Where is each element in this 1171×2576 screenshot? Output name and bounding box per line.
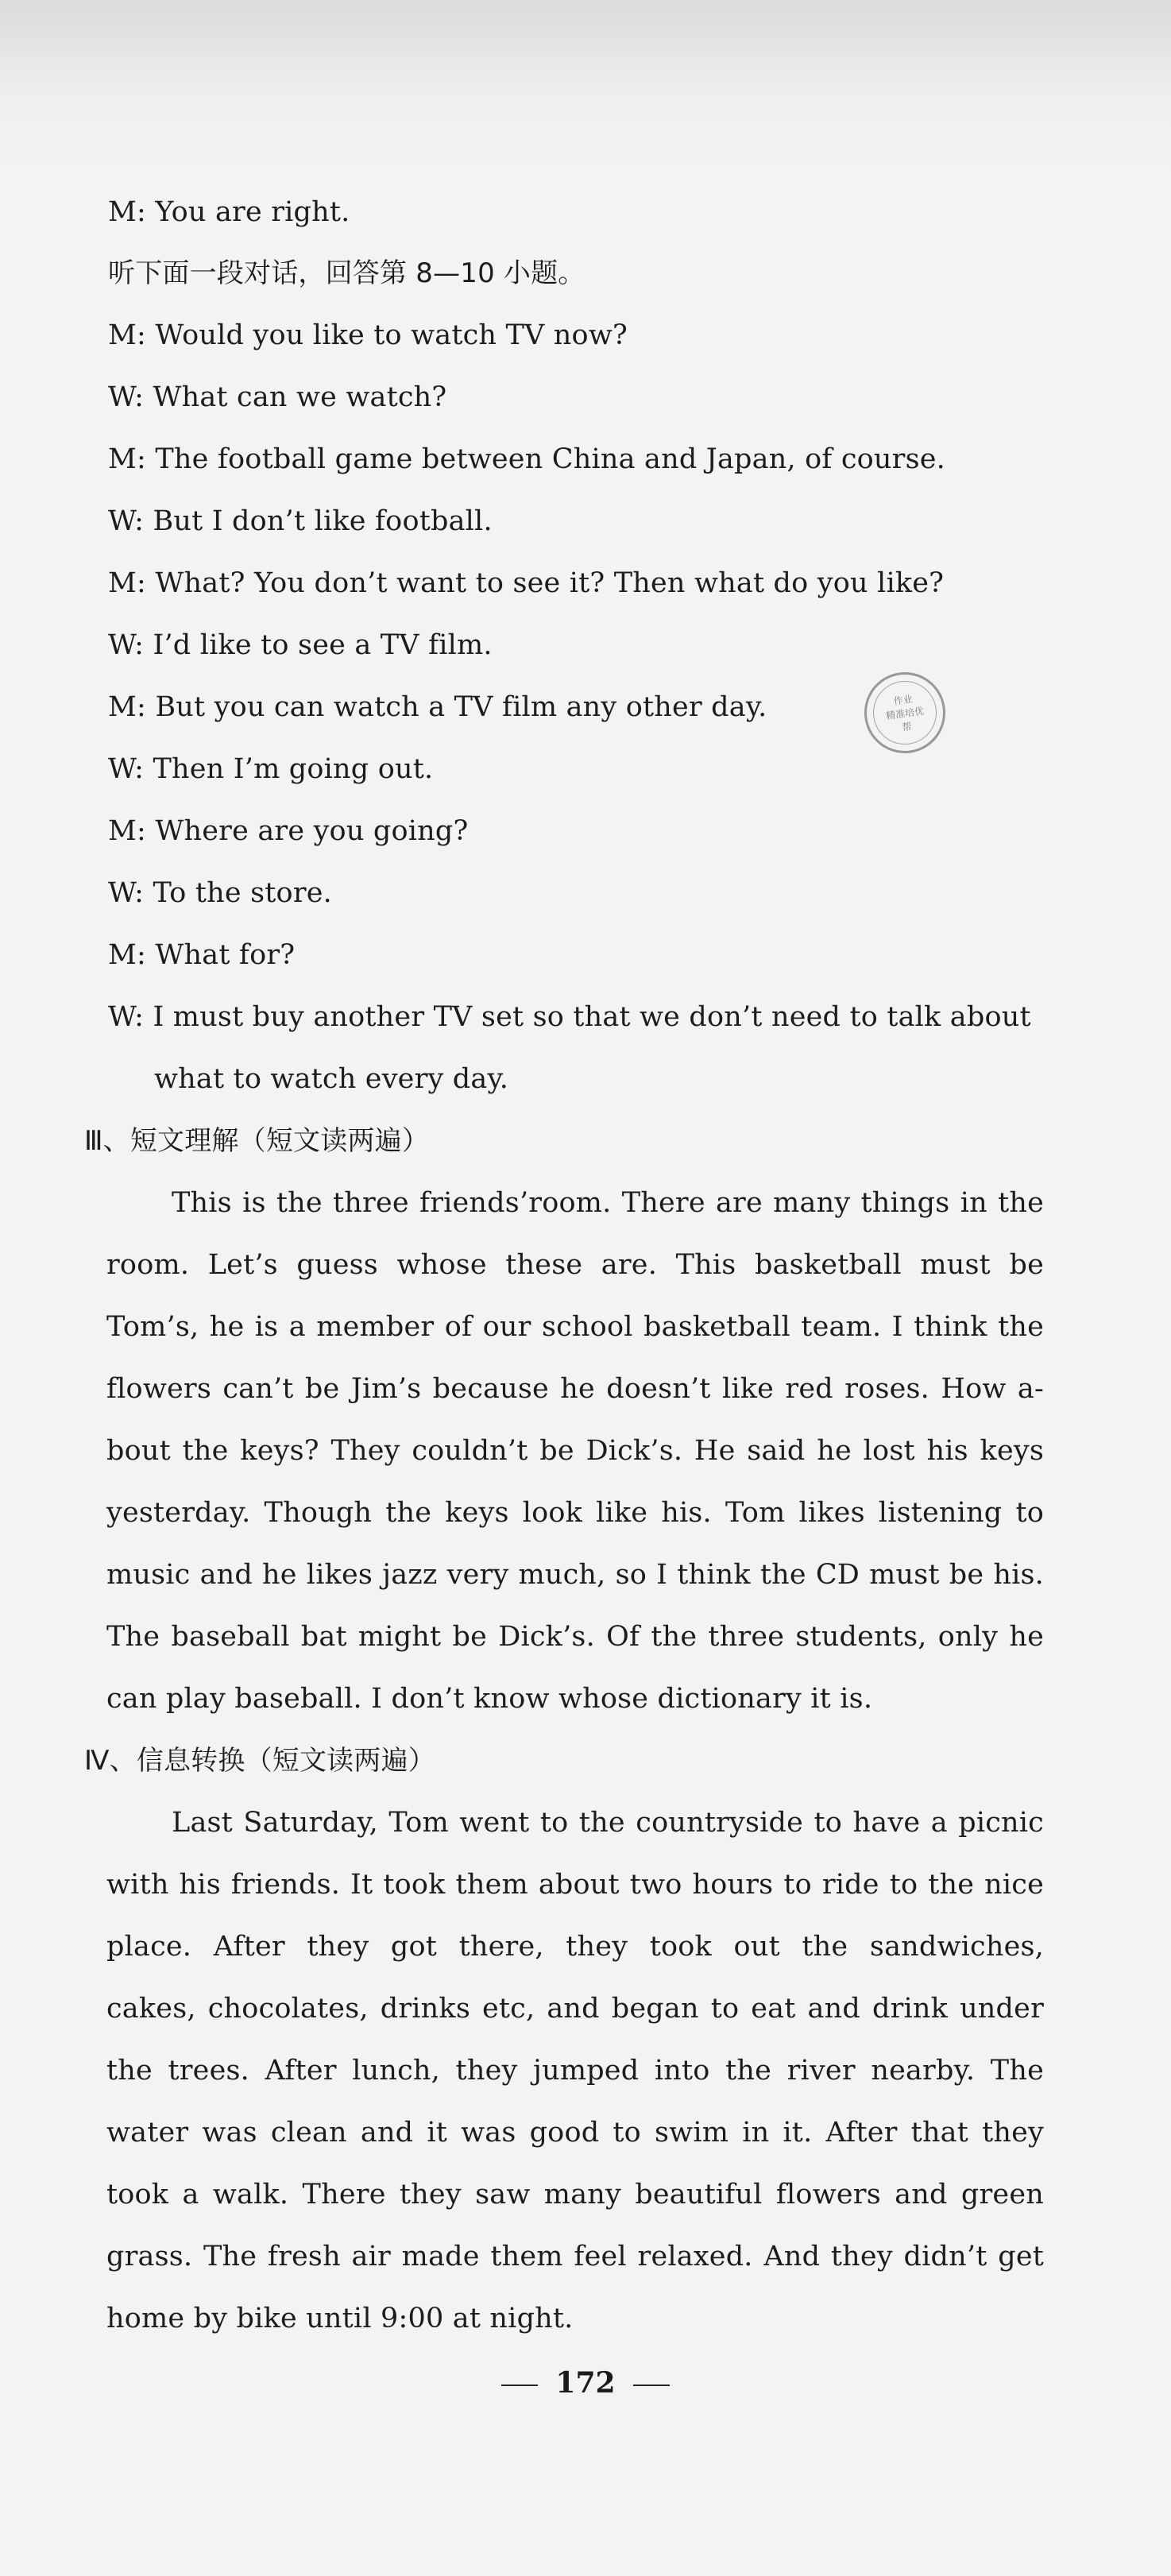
dialogue-line: M: Where are you going? <box>108 815 469 847</box>
dialogue-line: M: But you can watch a TV film any other day. <box>108 691 767 723</box>
stamp-ring <box>869 677 941 748</box>
paragraph-line <box>106 1499 1044 1527</box>
dialogue-line: M: What for? <box>108 939 296 971</box>
dialogue-line: W: But I don’t like football. <box>108 505 493 537</box>
paragraph-text: yesterday. Though the keys look like his. Tom likes listening to <box>106 1497 1044 1529</box>
paragraph-text: This is the three friends’room. There are many things in the <box>172 1187 1044 1219</box>
section-heading: Ⅲ、短文理解（短文读两遍） <box>84 1125 430 1157</box>
dialogue-line: M: Would you like to watch TV now? <box>108 319 628 351</box>
paragraph-line <box>106 1437 1044 1465</box>
dialogue-line: W: I’d like to see a TV film. <box>108 629 493 661</box>
paragraph-text: flowers can’t be Jim’s because he doesn’t like red roses. How a- <box>106 1373 1044 1405</box>
paragraph-line <box>106 1933 1044 1961</box>
paragraph-line <box>106 2181 1044 2209</box>
page-footer <box>0 2366 1171 2400</box>
stamp-text-top: 作业 <box>892 693 914 707</box>
dialogue-line-continuation: what to watch every day. <box>154 1063 509 1095</box>
paragraph-text: took a walk. There they saw many beautiful flowers and green <box>106 2179 1044 2210</box>
page-number: 172 <box>555 2366 616 2400</box>
dialogue-line: M: The football game between China and Japan, of course. <box>108 443 946 475</box>
paragraph-line <box>106 2057 1044 2085</box>
paragraph-text: grass. The fresh air made them feel relaxed. And they didn’t get <box>106 2241 1044 2272</box>
dialogue-line: M: What? You don’t want to see it? Then what do you like? <box>108 567 945 599</box>
stamp-logo <box>859 667 950 758</box>
paragraph-text: the trees. After lunch, they jumped into the river nearby. The <box>106 2055 1044 2087</box>
paragraph-line <box>106 2243 1044 2271</box>
paragraph-line <box>172 1189 1044 1217</box>
footer-dash-right <box>633 2385 670 2386</box>
paragraph-text: music and he likes jazz very much, so I think the CD must be his. <box>106 1559 1044 1591</box>
paragraph-text: with his friends. It took them about two hours to ride to the nice <box>106 1869 1044 1901</box>
dialogue-line: M: You are right. <box>108 196 350 228</box>
paragraph-line-last: home by bike until 9:00 at night. <box>106 2303 574 2334</box>
paragraph-line <box>106 1251 1044 1279</box>
paragraph-line <box>106 1313 1044 1341</box>
stamp-text-bottom: 帮 <box>901 720 913 733</box>
stamp-text-middle: 精准培优 <box>885 705 925 721</box>
dialogue-line: W: Then I’m going out. <box>108 753 434 785</box>
dialogue-line: W: To the store. <box>108 877 332 909</box>
scan-artifact <box>0 0 1171 175</box>
paragraph-line-last: can play baseball. I don’t know whose dictionary it is. <box>106 1683 873 1715</box>
paragraph-text: water was clean and it was good to swim in it. After that they <box>106 2117 1044 2149</box>
instruction-text: 听下面一段对话，回答第 8—10 小题。 <box>108 257 586 289</box>
dialogue-line: W: What can we watch? <box>108 381 447 413</box>
paragraph-text: room. Let’s guess whose these are. This basketball must be <box>106 1249 1044 1281</box>
paragraph-text: place. After they got there, they took out the sandwiches, <box>106 1931 1044 1963</box>
paragraph-line <box>106 2119 1044 2147</box>
paragraph-text: Last Saturday, Tom went to the countryside to have a picnic <box>172 1807 1044 1839</box>
paragraph-text: bout the keys? They couldn’t be Dick’s. He said he lost his keys <box>106 1435 1044 1467</box>
paragraph-line <box>106 1871 1044 1899</box>
paragraph-text: Tom’s, he is a member of our school basketball team. I think the <box>106 1311 1044 1343</box>
paragraph-text: cakes, chocolates, drinks etc, and began to eat and drink under <box>106 1993 1044 2025</box>
footer-dash-left <box>501 2385 538 2386</box>
paragraph-line <box>106 1995 1044 2023</box>
paragraph-line <box>106 1375 1044 1403</box>
paragraph-line <box>172 1809 1044 1837</box>
section-heading: Ⅳ、信息转换（短文读两遍） <box>84 1745 435 1777</box>
paragraph-line <box>106 1561 1044 1589</box>
paragraph-text: The baseball bat might be Dick’s. Of the three students, only he <box>106 1621 1044 1653</box>
paragraph-line <box>106 1623 1044 1651</box>
dialogue-line: W: I must buy another TV set so that we don’t need to talk about <box>108 1001 1031 1033</box>
